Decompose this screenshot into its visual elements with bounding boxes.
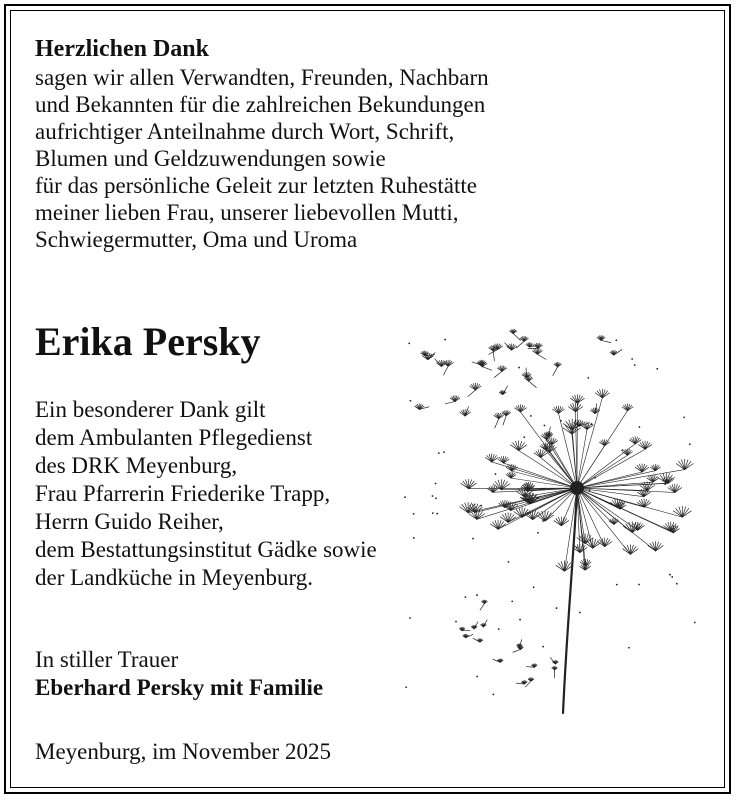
thanks-line: Frau Pfarrerin Friederike Trapp, — [35, 481, 331, 506]
thanks-line: Ein besonderer Dank gilt — [35, 397, 266, 422]
signature: Eberhard Persky mit Familie — [35, 675, 324, 700]
intro-line: und Bekannten für die zahlreichen Bekundungen — [35, 92, 486, 117]
intro-line: sagen wir allen Verwandten, Freunden, Nachbarn — [35, 65, 489, 90]
notice-heading: Herzlichen Dank — [35, 36, 209, 62]
thanks-line: dem Ambulanten Pflegedienst — [35, 425, 313, 450]
intro-line: für das persönliche Geleit zur letzten Ruhestätte — [35, 173, 477, 198]
intro-line: aufrichtiger Anteilnahme durch Wort, Schrift, — [35, 119, 455, 144]
mourning-line: In stiller Trauer — [35, 647, 179, 672]
intro-line: Schwiegermutter, Oma und Uroma — [35, 227, 358, 252]
thanks-line: dem Bestattungsinstitut Gädke sowie — [35, 537, 377, 562]
intro-line: meiner lieben Frau, unserer liebevollen Mutti, — [35, 200, 459, 225]
place-date: Meyenburg, im November 2025 — [35, 739, 331, 764]
deceased-name: Erika Persky — [35, 319, 261, 364]
thanks-line: der Landküche in Meyenburg. — [35, 565, 314, 590]
intro-line: Blumen und Geldzuwendungen sowie — [35, 146, 386, 171]
thanks-line: Herrn Guido Reiher, — [35, 509, 224, 534]
thanks-line: des DRK Meyenburg, — [35, 453, 238, 478]
dandelion-icon — [395, 325, 715, 715]
